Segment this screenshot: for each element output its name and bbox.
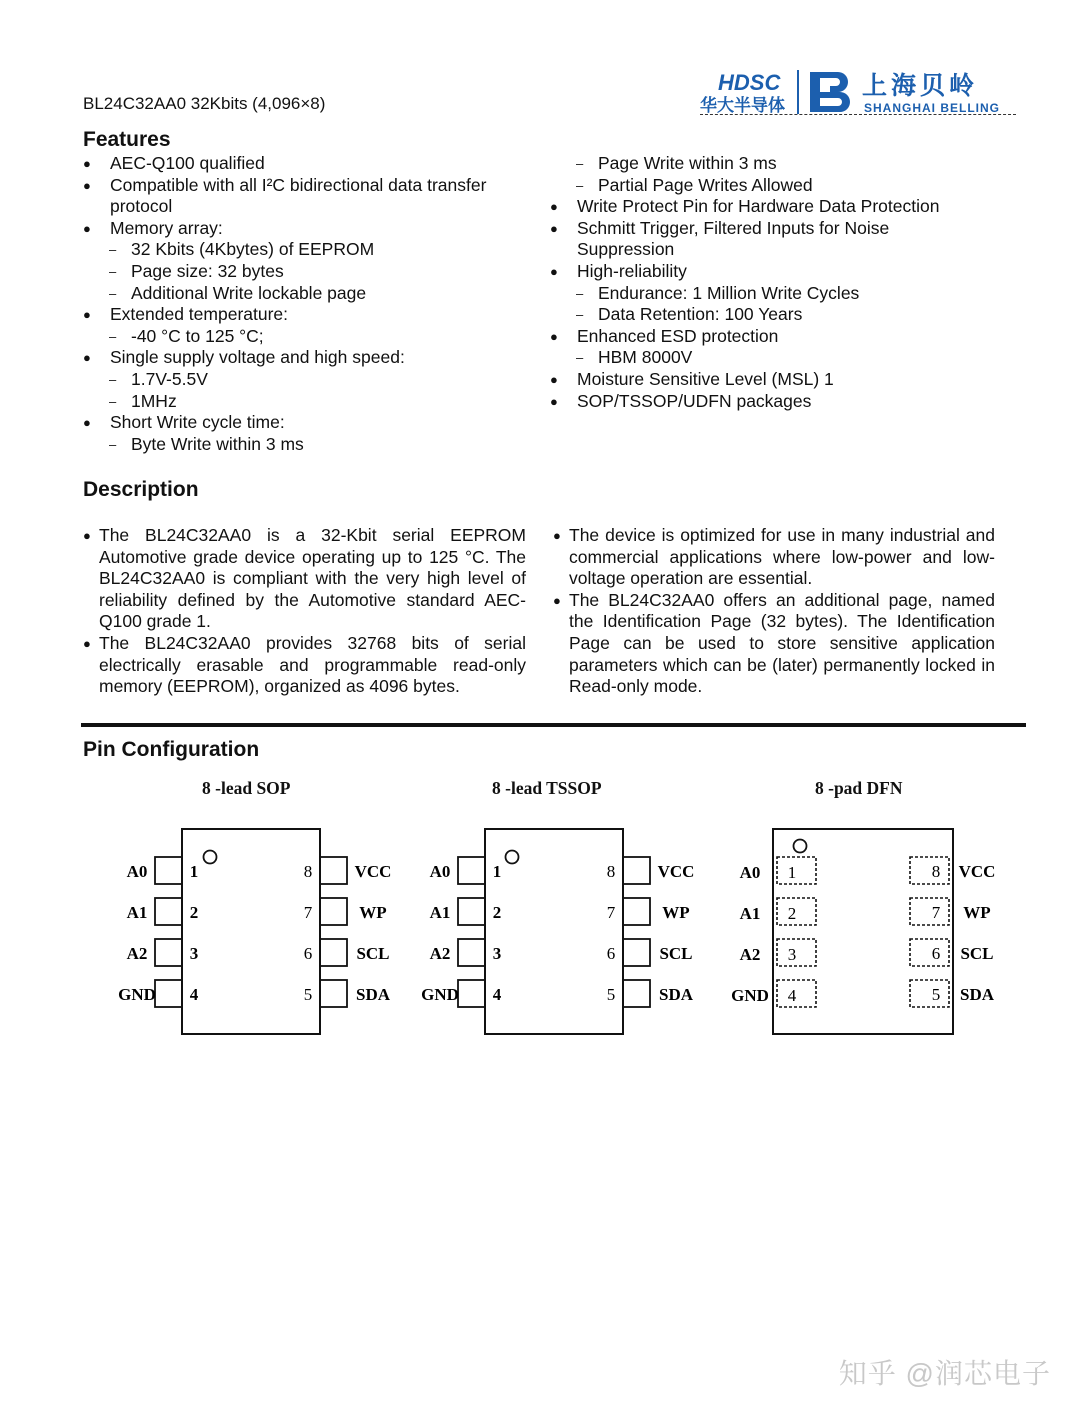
description-heading: Description [83, 478, 199, 501]
pin-name-right: SDA [355, 985, 391, 1004]
feature-item: ● Write Protect Pin for Hardware Data Protection [550, 196, 1020, 218]
lead-right [320, 980, 347, 1007]
pin-name-left: A0 [126, 862, 148, 881]
feature-item: – 1.7V-5.5V [83, 369, 533, 391]
pin-number-right: 8 [931, 862, 941, 881]
pin-name-left: A1 [429, 903, 451, 922]
pin-number-left: 4 [787, 986, 797, 1005]
package-title-sop: 8 -lead SOP [202, 778, 291, 798]
pin-config-heading: Pin Configuration [83, 738, 260, 761]
logo-belling-en: SHANGHAI BELLING [864, 101, 1000, 115]
pin-number-left: 3 [189, 944, 199, 963]
feature-item: ● High-reliability [550, 261, 1020, 283]
pin1-marker-icon [794, 840, 807, 853]
feature-item: ● SOP/TSSOP/UDFN packages [550, 391, 1020, 413]
pin-number-left: 4 [189, 985, 199, 1004]
watermark: 知乎 @润芯电子 [838, 1358, 1051, 1389]
feature-item: ● Memory array: [83, 218, 533, 240]
lead-left [458, 898, 485, 925]
pad-left [777, 980, 816, 1007]
pin-number-left: 1 [492, 862, 502, 881]
pin-name-right: SCL [659, 944, 693, 963]
pin-name-right: SDA [658, 985, 694, 1004]
feature-item: – 32 Kbits (4Kbytes) of EEPROM [83, 239, 533, 261]
pin-name-left: A2 [429, 944, 451, 963]
feature-item: – HBM 8000V [550, 347, 1020, 369]
pin-number-left: 4 [492, 985, 502, 1004]
description-paragraph: ● The BL24C32AA0 provides 32768 bits of serial electrically erasable and programmable read-only memory (EEPROM), organized as 4096 bytes. [83, 633, 526, 698]
feature-item: – Partial Page Writes Allowed [550, 175, 1020, 197]
feature-item: – Data Retention: 100 Years [550, 304, 1020, 326]
description-paragraph: ● The BL24C32AA0 offers an additional page, named the Identification Page (32 bytes). The Identification Page can be used to store sensitive application parameters which can be (later) permanently locked in Read-only mode. [553, 590, 995, 698]
lead-left [155, 857, 182, 884]
feature-item: ● Short Write cycle time: [83, 412, 533, 434]
features-heading: Features [83, 128, 171, 151]
feature-item: ● Enhanced ESD protection [550, 326, 1020, 348]
feature-item: – Page Write within 3 ms [550, 153, 1020, 175]
pin-number-left: 2 [787, 904, 797, 923]
chip-body [773, 829, 953, 1034]
pin-number-right: 8 [606, 862, 616, 881]
package-title-tssop: 8 -lead TSSOP [492, 778, 602, 798]
pin-name-right: VCC [354, 862, 392, 881]
pin-name-right: VCC [657, 862, 695, 881]
pin-name-right: WP [963, 903, 991, 922]
pin-name-left: GND [118, 985, 156, 1004]
pad-right [910, 857, 949, 884]
feature-item: ● AEC-Q100 qualified [83, 153, 533, 175]
pin1-marker-icon [506, 851, 519, 864]
pin-number-left: 1 [787, 863, 797, 882]
pad-left [777, 857, 816, 884]
pin-number-right: 8 [303, 862, 313, 881]
pin-name-left: A0 [739, 863, 761, 882]
feature-item: – -40 °C to 125 °C; [83, 326, 533, 348]
lead-left [155, 980, 182, 1007]
pin-name-left: A1 [126, 903, 148, 922]
pad-right [910, 980, 949, 1007]
logo-belling-cn: 上海贝岭 [862, 71, 979, 100]
lead-left [458, 939, 485, 966]
feature-item: – 1MHz [83, 391, 533, 413]
pad-left [777, 939, 816, 966]
feature-item: – Endurance: 1 Million Write Cycles [550, 283, 1020, 305]
pin-number-left: 1 [189, 862, 199, 881]
pin1-marker-icon [204, 851, 217, 864]
pin-name-right: SDA [959, 985, 995, 1004]
pin-name-left: GND [421, 985, 459, 1004]
lead-right [623, 939, 650, 966]
logo-hdsc: HDSC [718, 70, 781, 95]
feature-item: – Byte Write within 3 ms [83, 434, 533, 456]
pin-name-left: A1 [739, 904, 761, 923]
lead-left [458, 857, 485, 884]
pin-number-right: 7 [606, 903, 616, 922]
pin-name-right: SCL [356, 944, 390, 963]
lead-right [623, 980, 650, 1007]
feature-item: – Additional Write lockable page [83, 283, 533, 305]
feature-item: ● Schmitt Trigger, Filtered Inputs for Noise [550, 218, 1020, 240]
lead-right [320, 898, 347, 925]
pin-number-left: 2 [189, 903, 199, 922]
description-paragraph: ● The BL24C32AA0 is a 32-Kbit serial EEPROM Automotive grade device operating up to 125 °C. The BL24C32AA0 is compliant with the very high level of reliability defined by the Automotive standard AEC-Q100 grade 1. [83, 525, 526, 633]
pin-number-left: 2 [492, 903, 502, 922]
feature-item: protocol [110, 196, 173, 217]
lead-right [320, 939, 347, 966]
package-title-dfn: 8 -pad DFN [815, 778, 903, 798]
lead-left [458, 980, 485, 1007]
pin-name-left: A2 [739, 945, 761, 964]
lead-right [623, 898, 650, 925]
pin-number-right: 5 [606, 985, 616, 1004]
pin-number-right: 5 [303, 985, 313, 1004]
feature-item: ● Extended temperature: [83, 304, 533, 326]
document-title: BL24C32AA0 32Kbits (4,096×8) [83, 94, 326, 113]
pin-number-right: 6 [606, 944, 616, 963]
lead-left [155, 939, 182, 966]
feature-item: – Page size: 32 bytes [83, 261, 533, 283]
pin-name-left: GND [731, 986, 769, 1005]
pin-number-right: 7 [303, 903, 313, 922]
chip-body [182, 829, 320, 1034]
logo-hdsc-cn: 华大半导体 [700, 96, 785, 116]
feature-item: Suppression [577, 239, 675, 260]
feature-item: ● Moisture Sensitive Level (MSL) 1 [550, 369, 1020, 391]
pin-name-right: WP [662, 903, 690, 922]
pin-name-right: SCL [960, 944, 994, 963]
pad-right [910, 939, 949, 966]
pin-name-left: A0 [429, 862, 451, 881]
feature-item: ● Compatible with all I²C bidirectional data transfer [83, 175, 533, 197]
pin-name-right: VCC [958, 862, 996, 881]
lead-left [155, 898, 182, 925]
pin-number-right: 6 [931, 944, 941, 963]
pin-number-left: 3 [492, 944, 502, 963]
pin-number-right: 6 [303, 944, 313, 963]
pad-right [910, 898, 949, 925]
pin-number-right: 7 [931, 903, 941, 922]
description-paragraph: ● The device is optimized for use in many industrial and commercial applications where low-power and low-voltage operation are essential. [553, 525, 995, 590]
pin-number-left: 3 [787, 945, 797, 964]
pin-name-right: WP [359, 903, 387, 922]
pin-name-left: A2 [126, 944, 148, 963]
lead-right [320, 857, 347, 884]
lead-right [623, 857, 650, 884]
pad-left [777, 898, 816, 925]
feature-item: ● Single supply voltage and high speed: [83, 347, 533, 369]
pin-number-right: 5 [931, 985, 941, 1004]
